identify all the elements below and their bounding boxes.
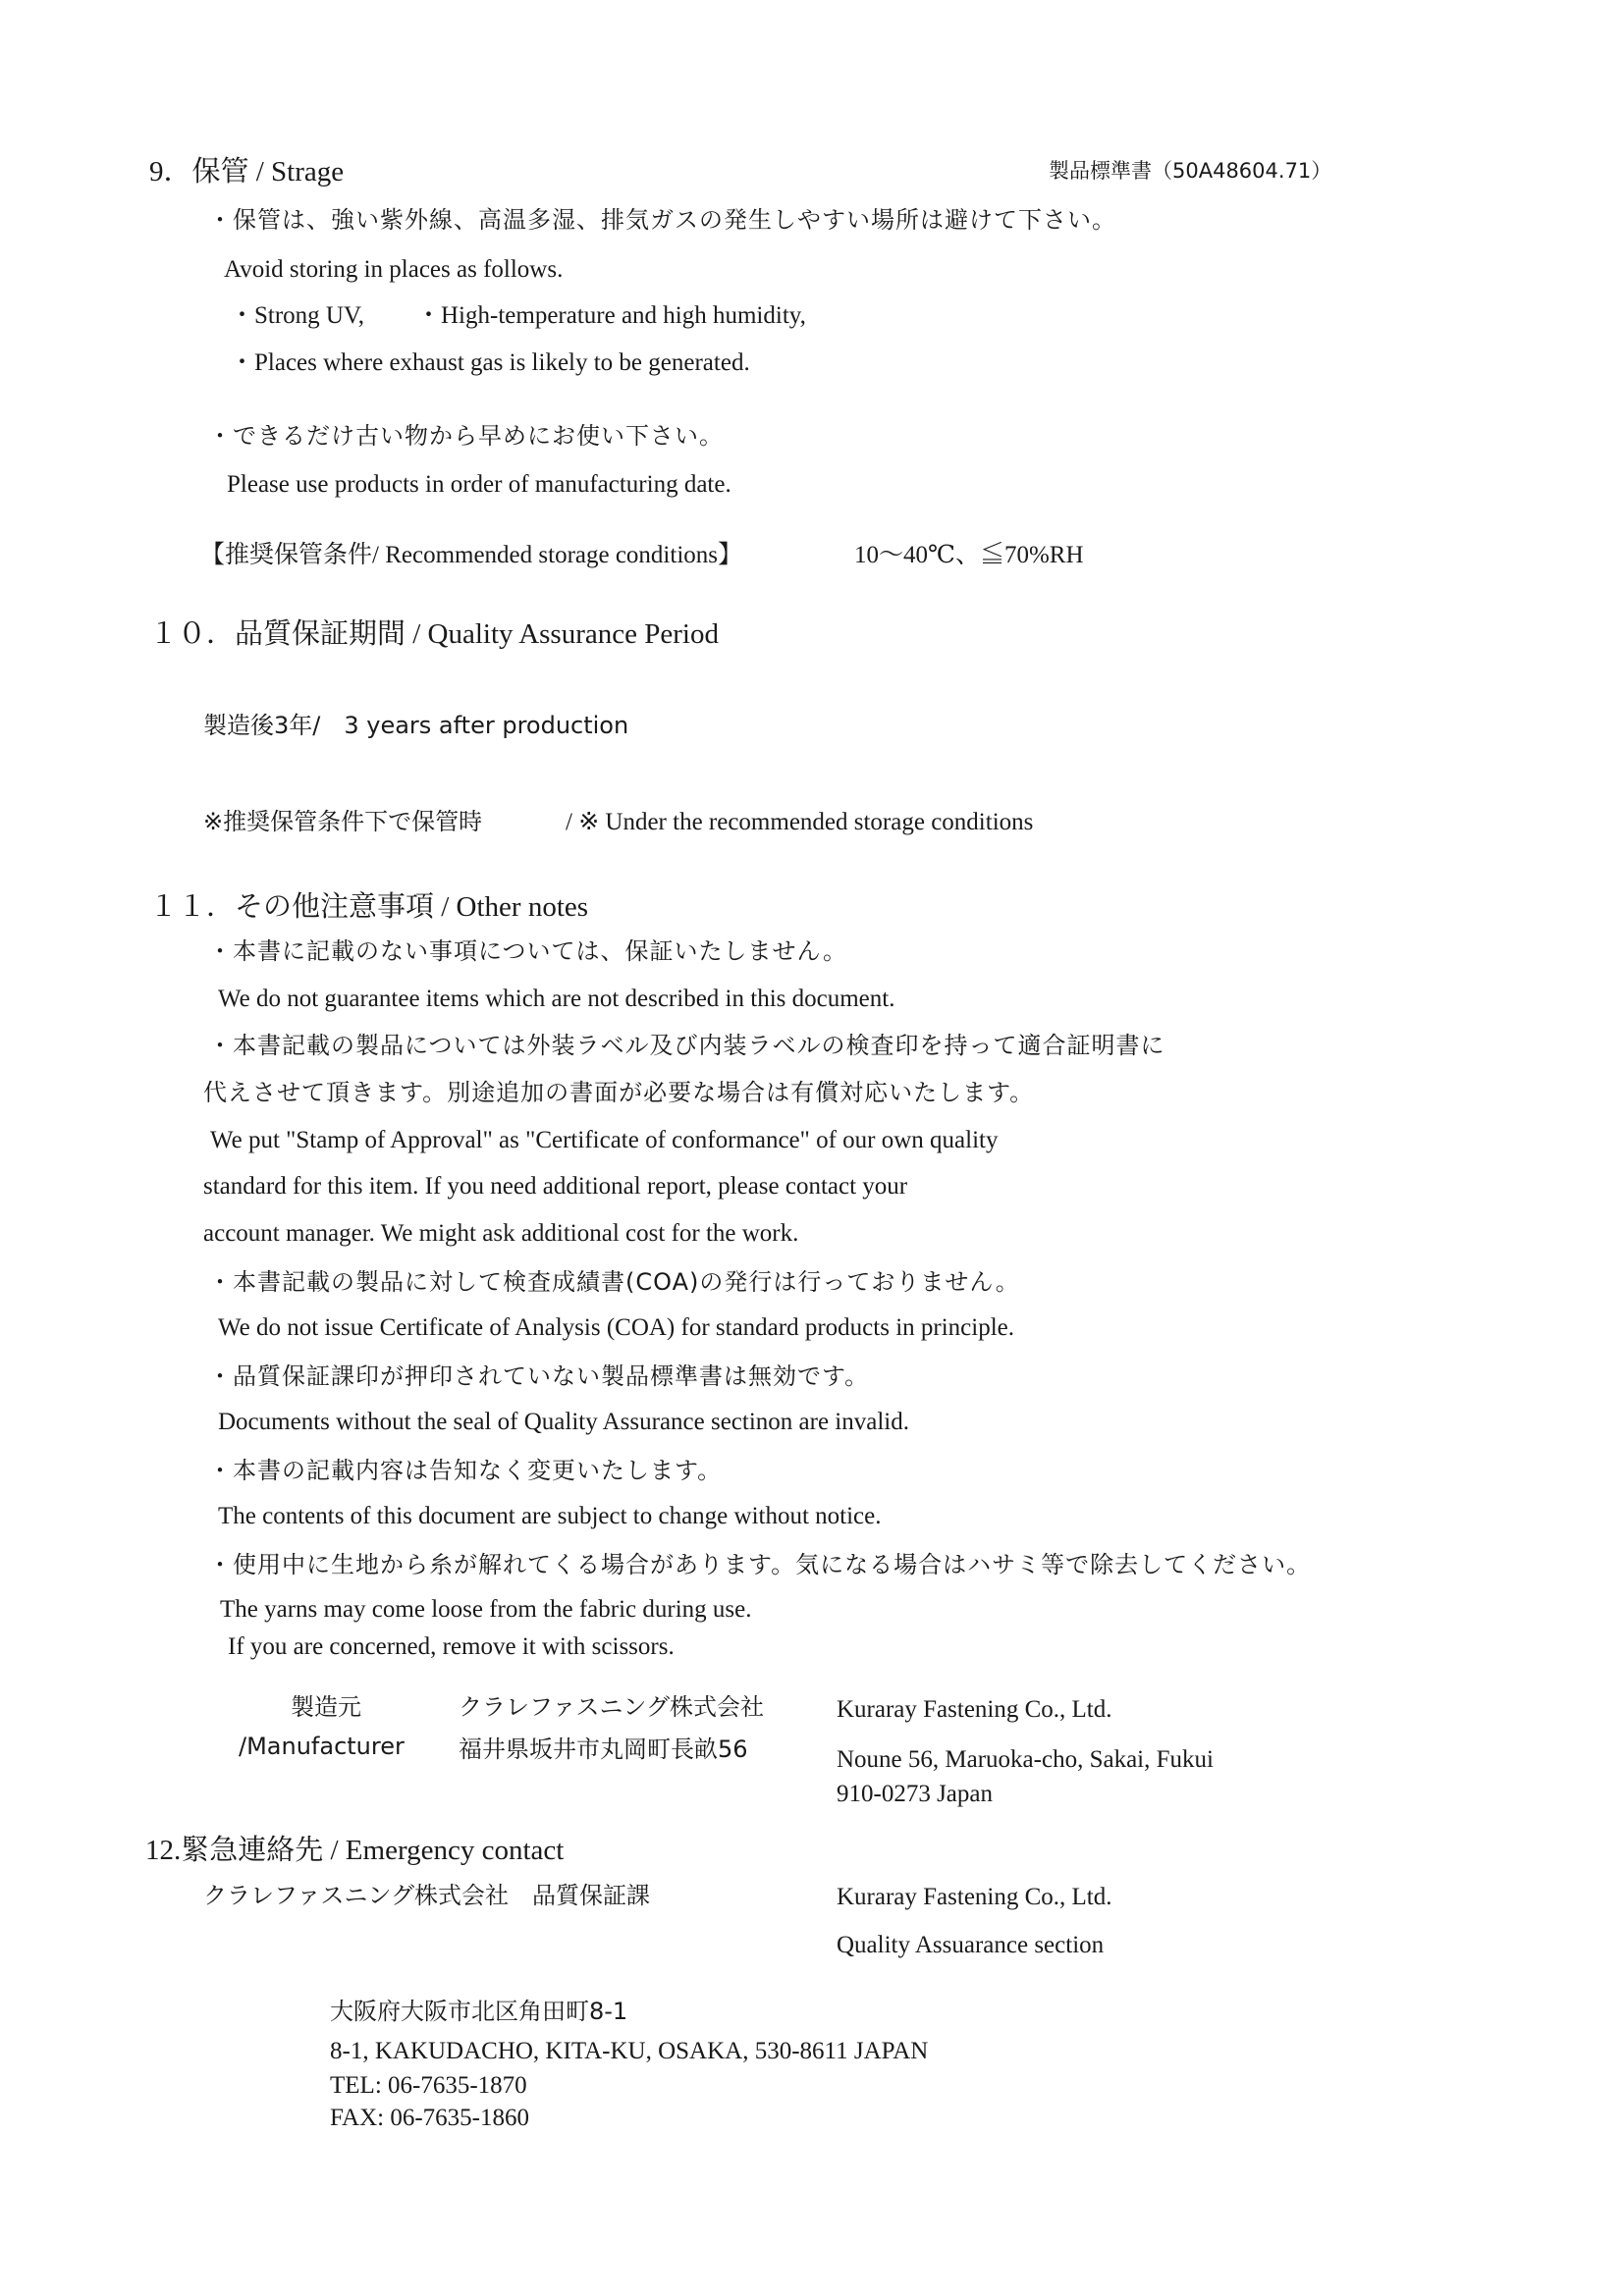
note-2-en-line-1: We put "Stamp of Approval" as "Certificate of conformance" of our own quality [210,1127,999,1153]
document-reference: 製品標準書（50A48604.71） [1049,159,1332,183]
contact-address-jp: 大阪府大阪市北区角田町8-1 [330,1998,628,2025]
note-5-jp: ・本書の記載内容は告知なく変更いたします。 [208,1457,723,1484]
storage-order-en: Please use products in order of manufacturing date. [227,471,731,498]
note-6-en-line-1: The yarns may come loose from the fabric during use. [220,1596,752,1623]
note-2-jp-line-1: ・本書記載の製品については外装ラベル及び内装ラベルの検査印を持って適合証明書に [208,1032,1165,1059]
period-note-en: / ※ Under the recommended storage conditions [566,809,1034,835]
section-10-title: １０．品質保証期間 / Quality Assurance Period [149,618,719,650]
recommended-storage-value: 10～40℃、≦70%RH [854,542,1084,568]
bullet-strong-uv: ・Strong UV, [230,302,365,329]
manufacturer-address-en-line-1: Noune 56, Maruoka-cho, Sakai, Fukui [837,1746,1214,1773]
manufacturer-address-jp: 福井県坂井市丸岡町長畝56 [459,1735,748,1763]
note-2-en-line-3: account manager. We might ask additional cost for the work. [203,1220,799,1247]
note-1-en: We do not guarantee items which are not described in this document. [218,986,895,1012]
contact-org-en-line-1: Kuraray Fastening Co., Ltd. [837,1884,1112,1910]
recommended-storage-label: 【推奨保管条件/ Recommended storage conditions】 [200,542,743,568]
note-6-jp: ・使用中に生地から糸が解れてくる場合があります。気になる場合はハサミ等で除去してください。 [208,1551,1312,1578]
manufacturer-label-en: /Manufacturer [239,1733,405,1760]
note-4-jp: ・品質保証課印が押印されていない製品標準書は無効です。 [208,1362,870,1390]
section-12-title: 12.緊急連絡先 / Emergency contact [145,1835,565,1866]
section-9-title: 9．保管 / Strage [149,156,345,187]
manufacturer-name-jp: クラレファスニング株式会社 [459,1693,765,1721]
contact-tel: TEL: 06-7635-1870 [330,2072,527,2099]
contact-org-en-line-2: Quality Assuarance section [837,1932,1105,1958]
bullet-high-temperature: ・High-temperature and high humidity, [416,302,806,329]
storage-warning-en: Avoid storing in places as follows. [224,256,564,283]
note-2-jp-line-2: 代えさせて頂きます。別途追加の書面が必要な場合は有償対応いたします。 [203,1079,1035,1106]
contact-org-jp: クラレファスニング株式会社 品質保証課 [203,1882,651,1909]
manufacturer-address-en-line-2: 910-0273 Japan [837,1781,993,1807]
quality-period: 製造後3年/ 3 years after production [203,712,629,739]
note-3-jp: ・本書記載の製品に対して検査成績書(COA)の発行は行っておりません。 [208,1268,1020,1296]
bullet-exhaust-gas: ・Places where exhaust gas is likely to be generated. [230,349,750,376]
contact-fax: FAX: 06-7635-1860 [330,2105,530,2131]
section-11-title: １１．その他注意事項 / Other notes [149,891,589,923]
manufacturer-name-en: Kuraray Fastening Co., Ltd. [837,1696,1112,1723]
storage-order-jp: ・できるだけ古い物から早めにお使い下さい。 [208,422,724,450]
note-3-en: We do not issue Certificate of Analysis (COA) for standard products in principle. [218,1314,1014,1341]
note-4-en: Documents without the seal of Quality Assurance sectinon are invalid. [218,1409,909,1435]
storage-warning-jp: ・保管は、強い紫外線、高温多湿、排気ガスの発生しやすい場所は避けて下さい。 [208,206,1116,234]
contact-address-en: 8-1, KAKUDACHO, KITA-KU, OSAKA, 530-8611 JAPAN [330,2038,929,2064]
note-5-en: The contents of this document are subject to change without notice. [218,1503,882,1529]
note-1-jp: ・本書に記載のない事項については、保証いたしません。 [208,937,847,965]
period-note-jp: ※推奨保管条件下で保管時 [203,808,483,835]
note-2-en-line-2: standard for this item. If you need additional report, please contact your [203,1173,908,1200]
note-6-en-line-2: If you are concerned, remove it with scissors. [228,1633,675,1660]
manufacturer-label-jp: 製造元 [291,1693,361,1721]
